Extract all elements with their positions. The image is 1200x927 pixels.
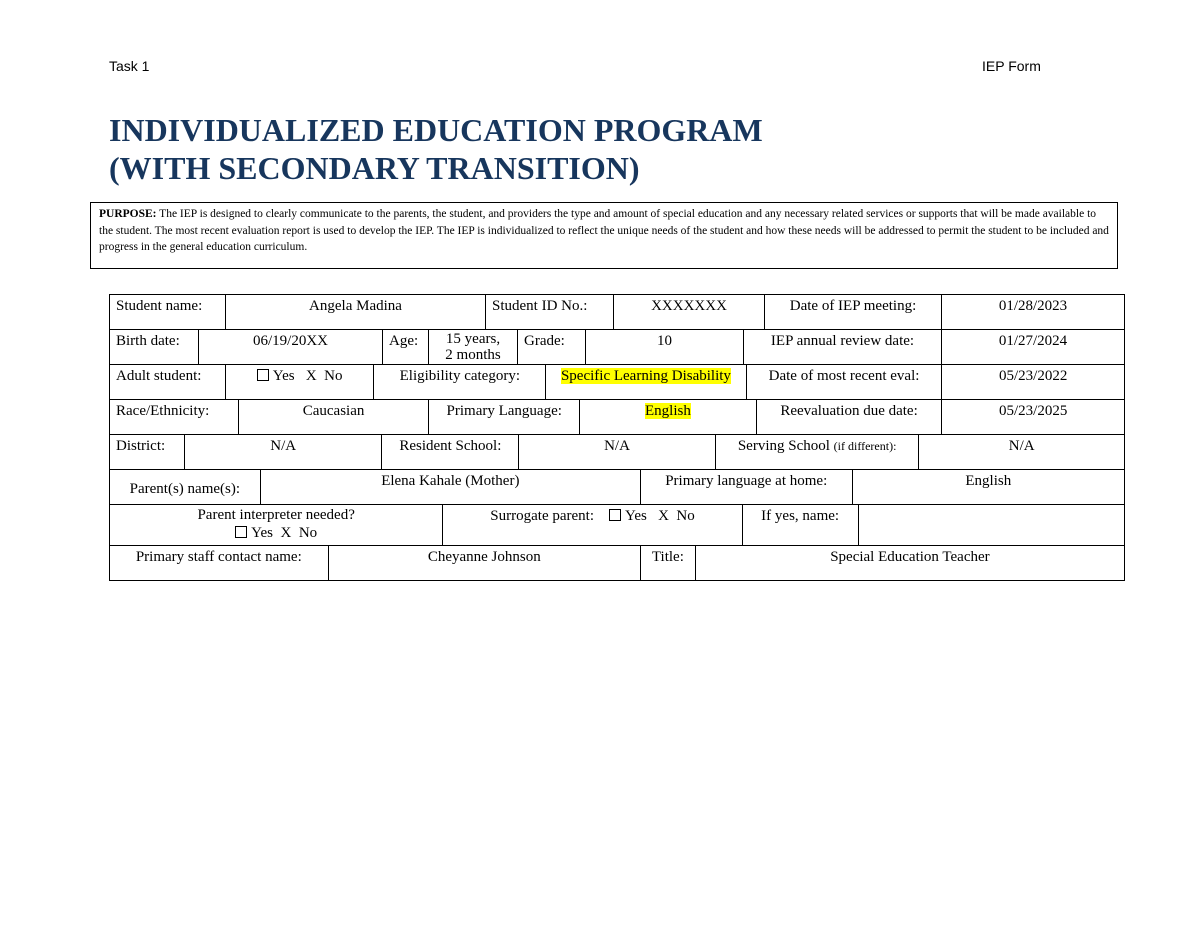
serving-school-label-text: Serving School bbox=[737, 438, 830, 454]
header-task: Task 1 bbox=[109, 58, 150, 74]
form-row-student bbox=[109, 294, 1125, 329]
home-language-label: Primary language at home: bbox=[641, 470, 853, 504]
header-form-name: IEP Form bbox=[982, 58, 1041, 74]
purpose-box bbox=[90, 202, 1118, 269]
iep-meeting-field[interactable]: 01/28/2023 bbox=[998, 298, 1068, 314]
primary-language-label: Primary Language: bbox=[429, 400, 580, 434]
eligibility-field[interactable] bbox=[546, 365, 747, 399]
serving-school-label bbox=[716, 435, 920, 469]
student-name-field[interactable]: Angela Madina bbox=[226, 295, 486, 329]
student-info-form bbox=[109, 294, 1125, 581]
staff-title-label: Title: bbox=[641, 546, 696, 580]
form-row-interpreter bbox=[109, 504, 1125, 545]
adult-yes-label: Yes bbox=[272, 368, 295, 384]
surrogate-no-label: No bbox=[676, 508, 695, 524]
adult-no-mark[interactable]: X bbox=[305, 368, 317, 384]
staff-contact-field[interactable]: Cheyanne Johnson bbox=[329, 546, 641, 580]
parent-names-field[interactable]: Elena Kahale (Mother) bbox=[261, 470, 641, 504]
serving-school-note: (if different): bbox=[833, 439, 897, 453]
age-label: Age: bbox=[383, 330, 429, 364]
student-id-field[interactable]: XXXXXXX bbox=[614, 295, 765, 329]
recent-eval-field[interactable]: 05/23/2022 bbox=[998, 368, 1068, 384]
race-field[interactable]: Caucasian bbox=[239, 400, 430, 434]
recent-eval-label: Date of most recent eval: bbox=[747, 365, 943, 399]
surrogate-label: Surrogate parent: bbox=[490, 508, 594, 524]
reevaluation-label: Reevaluation due date: bbox=[757, 400, 943, 434]
iep-meeting-label: Date of IEP meeting: bbox=[765, 295, 942, 329]
surrogate-no-mark[interactable]: X bbox=[658, 508, 669, 524]
grade-label: Grade: bbox=[518, 330, 586, 364]
interpreter-yes-checkbox[interactable] bbox=[235, 526, 247, 538]
student-name-label: Student name: bbox=[110, 295, 226, 329]
district-field[interactable]: N/A bbox=[185, 435, 383, 469]
form-row-district bbox=[109, 434, 1125, 469]
page-title bbox=[109, 111, 763, 187]
surrogate-yes-label: Yes bbox=[625, 508, 647, 524]
student-id-label: Student ID No.: bbox=[486, 295, 614, 329]
eligibility-value: Specific Learning Disability bbox=[560, 368, 731, 384]
resident-school-field[interactable]: N/A bbox=[519, 435, 716, 469]
adult-student-options bbox=[226, 365, 375, 399]
title-line-2: (WITH SECONDARY TRANSITION) bbox=[109, 150, 640, 186]
interpreter-no-mark[interactable]: X bbox=[280, 525, 292, 541]
form-row-parent bbox=[109, 469, 1125, 504]
annual-review-label: IEP annual review date: bbox=[744, 330, 942, 364]
age-months: 2 months bbox=[445, 347, 501, 363]
age-years: 15 years, bbox=[445, 331, 501, 347]
surrogate-yes-checkbox[interactable] bbox=[609, 509, 621, 521]
form-row-adult bbox=[109, 364, 1125, 399]
adult-yes-checkbox[interactable] bbox=[257, 369, 269, 381]
birth-date-label: Birth date: bbox=[110, 330, 199, 364]
purpose-text: The IEP is designed to clearly communicate to the parents, the student, and providers the type and amount of special education and any necessary related services or supports that will be made available to the student. The most recent evaluation report is used to develop the IEP. The IEP is individualized to reflect the unique needs of the student and how these needs will be addressed to permit the student to be included and progress in the general education curriculum. bbox=[99, 208, 1109, 253]
home-language-field[interactable]: English bbox=[965, 473, 1012, 489]
if-yes-label: If yes, name: bbox=[743, 505, 859, 545]
interpreter-label: Parent interpreter needed? bbox=[197, 507, 355, 523]
grade-field[interactable]: 10 bbox=[586, 330, 744, 364]
adult-student-label: Adult student: bbox=[110, 365, 226, 399]
surrogate-cell bbox=[443, 505, 742, 545]
eligibility-label: Eligibility category: bbox=[374, 365, 546, 399]
parent-names-label: Parent(s) name(s): bbox=[110, 470, 261, 504]
age-field[interactable] bbox=[429, 330, 518, 364]
serving-school-field[interactable]: N/A bbox=[1008, 438, 1035, 454]
form-row-staff bbox=[109, 545, 1125, 581]
interpreter-yes-label: Yes bbox=[251, 525, 273, 541]
adult-no-label: No bbox=[324, 368, 343, 384]
primary-language-value: English bbox=[644, 403, 691, 419]
race-label: Race/Ethnicity: bbox=[110, 400, 239, 434]
form-row-birth bbox=[109, 329, 1125, 364]
reevaluation-field[interactable]: 05/23/2025 bbox=[999, 403, 1068, 419]
annual-review-field[interactable]: 01/27/2024 bbox=[998, 333, 1068, 349]
staff-contact-label: Primary staff contact name: bbox=[110, 546, 329, 580]
form-row-race bbox=[109, 399, 1125, 434]
interpreter-no-label: No bbox=[298, 525, 318, 541]
title-line-1: INDIVIDUALIZED EDUCATION PROGRAM bbox=[109, 112, 763, 148]
district-label: District: bbox=[110, 435, 185, 469]
primary-language-field[interactable] bbox=[580, 400, 757, 434]
interpreter-cell bbox=[110, 505, 443, 545]
if-yes-field[interactable] bbox=[859, 505, 1124, 545]
staff-title-field[interactable]: Special Education Teacher bbox=[830, 549, 990, 565]
resident-school-label: Resident School: bbox=[382, 435, 519, 469]
birth-date-field[interactable]: 06/19/20XX bbox=[199, 330, 383, 364]
purpose-label: PURPOSE: bbox=[99, 208, 157, 220]
